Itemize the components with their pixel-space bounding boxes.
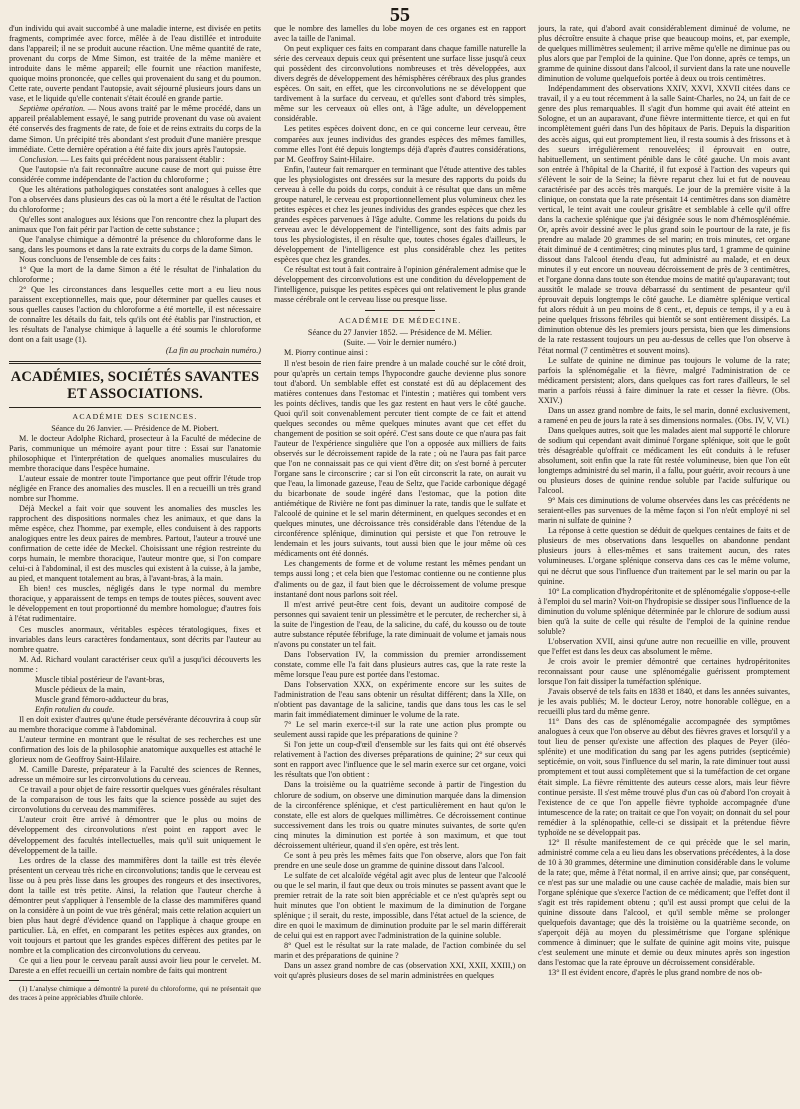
conclusion-label: Conclusion. bbox=[19, 154, 59, 164]
paragraph: L'auteur essaie de montrer toute l'importance que peut offrir l'étude trop négligée en France des anomalies des muscles. Il en a recueilli un très grand nombre sur l'homme. bbox=[9, 473, 261, 503]
paragraph: 2° Que les circonstances dans lesquelles cette mort a eu lieu nous paraissent exceptionnelles, mais que, pour déterminer par quelles causes et sous quelles causes l'action du chloroforme a été mortelle, il est nécessaire de connaître les détails du fait, tels qu'ils ont été établis par l'instruction, et les résultats de l'analyse chimique à laquelle a été soumis le chloroforme dont on a fait usage (1). bbox=[9, 285, 261, 345]
paragraph: Le sulfate de quinine ne diminue pas toujours le volume de la rate; parfois la splénomégalie et la fièvre, malgré l'administration de ce médicament persistent; alors, dans quelques cas fort rares d'ailleurs, le sel marin a parfois réussi à faire diminuer la rate et cesser la fièvre. (Obs. XXIV.) bbox=[538, 355, 790, 405]
to-be-continued: (La fin au prochain numéro.) bbox=[165, 345, 261, 355]
paragraph: J'avais observé de tels faits en 1838 et 1840, et dans les années suivantes, je les avais publiés; M. le docteur Leroy, notre honorable collègue, en a recueilli plus tard du même genre. bbox=[538, 687, 790, 717]
muscle-list bbox=[9, 675, 261, 715]
paragraph: Il n'est besoin de rien faire prendre à un malade couché sur le côté droit, pour qu'après un certain temps l'hypocondre gauche devienne plus sonore tout d'abord. Un semblable effet est constaté est dû au déplacement des matières contenues dans l'estomac et l'intestin ; matières qui tombent vers les points déclives, tandis que les gaz restent en haut vers le côté gauche. Quoi qu'il soit convenablement percuter tient compte de ce fait et attend quelques secondes ou même quelques minutes avant que cet effet du changement de position se soit opéré. C'est sans doute ce que n'aura pas fait l'auteur de l'expérience singulière que l'on a opposée aux milliers de faits observés sur le décroissement rapide de la rate ; où ne l'aura pas fait parce que l'on ne connaissait pas ce qui vient d'être dit; on s'est borné à percuter l'organe sans le circonscrire ; car si l'on eût circonscrit la rate, on aurait vu que l'eau, la limonade gazeuse, l'eau de Seltz, que l'acide carbonique dégagé du bicarbonate de soude ingéré dans l'estomac, que la potion dite antiémétique de Rivière ne font pas diminuer la rate, tandis que le sulfate et l'alcoolé de quinine et le sel marin déterminent, en quelques secondes et en quelques minutes, une décroissance très considérable dans l'étendue de la circonférence splénique, diminution qui persiste et que l'on retrouve le lendemain et les jours suivants, tout aussi bien que le jour même où ces médicaments ont été donnés. bbox=[274, 358, 526, 559]
paragraph: Eh bien! ces muscles, négligés dans le type normal du membre thoracique, y apparaissent de temps en temps de toutes pièces, souvent avec le développement en tout proportionné du membre homologue; d'autres fois à l'état rudimentaire. bbox=[9, 584, 261, 624]
paragraph: Que l'analyse chimique a démontré la présence du chloroforme dans le sang, dans les poumons et dans la rate extraits du corps de la dame Simon. bbox=[9, 234, 261, 255]
paragraph: Il en doit exister d'autres qu'une étude persévérante découvrira à coup sûr au membre thoracique comme à l'abdominal. bbox=[9, 714, 261, 734]
paragraph: 8° Quel est le résultat sur la rate malade, de l'action combinée du sel marin et des préparations de quinine ? bbox=[274, 941, 526, 961]
paragraph: Si l'on jette un coup-d'œil d'ensemble sur les faits qui ont été observés relativement à l'action des diverses préparations de quinine; 2° sur ceux qui sont en rapport avec l'influence que le sel marin exerce sur cet organe, voici les résultats que l'on obtient : bbox=[274, 740, 526, 780]
divider bbox=[9, 361, 261, 364]
paragraph: Je crois avoir le premier démontré que certaines hydropéritonites reconnaissant pour cause une splénomégalie guérissent promptement lorsque l'on fait dissiper la tuméfaction splénique. bbox=[538, 656, 790, 687]
paragraph: Nous concluons de l'ensemble de ces faits : bbox=[19, 255, 161, 265]
paragraph: Ce résultat est tout à fait contraire à l'opinion généralement admise que le développement des circonvolutions est une condition du développement de l'intelligence, puisque les petites espèces qui ont relativement le plus grande masse cérébrale ont le cerveau lisse ou presque lisse. bbox=[274, 265, 526, 305]
paragraph: Que les altérations pathologiques constatées sont analogues à celles que l'on a observées dans plusieurs des cas où la mort a été le résultat de l'action du chloroforme ; bbox=[9, 184, 261, 214]
paragraph: Conclusion. — Les faits qui précèdent nous paraissent établir : bbox=[19, 154, 225, 164]
paragraph: Le sulfate de cet alcaloïde végétal agit avec plus de lenteur que l'alcoolé ou que le sel marin, il faut que deux ou trois minutes se passent avant que le premier retrait de la rate soit bien appréciable et ce n'est qu'après sept ou huit minutes que l'on obtient le maximum de la diminution de l'organe splénique ; il serait, du reste, impossible, dans l'état actuel de la science, de dire en quoi le maximum de diminution produite par le sel marin différerait de celui qui est en rapport avec l'administration de la quinine soluble. bbox=[274, 870, 526, 941]
paragraph: On peut expliquer ces faits en comparant dans chaque famille naturelle la série des cerveaux depuis ceux qui présentent une surface lisse jusqu'à ceux qui possèdent des circonvolutions nombreuses et très développées, aux divers degrés de développement des hémisphères cérébraux des plus grandes espèces. On sait, en effet, que les circonvolutions ne se développent que tardivement à la surface du cerveau, et qu'elles sont d'abord très simples, même sur les cerveaux où elles ont, à l'âge adulte, un développement considérable. bbox=[274, 44, 526, 124]
paragraph: M. Ad. Richard voulant caractériser ceux qu'il a jusqu'ici découverts les nomme : bbox=[9, 654, 261, 674]
paragraph: Ces muscles anormaux, véritables espèces tératologiques, fixes et invariables dans leurs caractères fondamentaux, sont décrits par l'auteur au nombre quatre. bbox=[9, 624, 261, 654]
section-heading: ACADÉMIES, SOCIÉTÉS SAVANTES ET ASSOCIATIONS. bbox=[10, 368, 260, 402]
paragraph: L'observation XVII, ainsi qu'une autre non recueillie en ville, prouvent que l'effet est dans les deux cas absolument le même. bbox=[538, 636, 790, 656]
paragraph: Ce sont à peu près les mêmes faits que l'on observe, alors que l'on fait prendre en une seule dose un gramme de quinine dissout dans l'alcool. bbox=[274, 850, 526, 870]
paragraph: jours, la rate, qui d'abord avait considérablement diminué de volume, ne plus décroître ensuite à chaque prise que beaucoup moins, et, par exemple, de quelques millimètres seulement; il arrive même qu'elle ne diminue pas ou plus alors que par l'emploi de la quinine. Que l'on donne, après ce temps, un gramme de quinine dissout dans l'alcool, il survient dans la rate une nouvelle diminution de volume quelquefois portée à deux ou trois centimètres. bbox=[538, 24, 790, 84]
paragraph: 11° Dans des cas de splénomégalie accompagnée des symptômes analogues à ceux que l'on observe au début des fièvres graves et lorsqu'il y a tout lieu de penser qu'existe une affection des plaques de Peyer (iléo-splénite) et une modification du sang par les agens putrides (septicémie) septicémie, on voit, sous l'influence du sel marin, la rate diminuer tout aussi promptement et tout aussi complètement que si la tuméfaction de cet organe était simple. La fièvre rémittente des auteurs cesse alors, mais leur fièvre continue persiste. Il s'est même trouvé plus d'un cas où d'abord l'on croyait à l'existence de ce que l'on appelle fièvre typhoïde accompagnée d'une intumescence de la rate; on traitait ce que l'on voyait; on donnait du sel pour remédier à la splénopathie, celle-ci se dissipait et la prétendue fièvre typhoïde ne se développait pas. bbox=[538, 717, 790, 837]
paragraph: 13° Il est évident encore, d'après le plus grand nombre de nos ob- bbox=[548, 968, 763, 978]
page-number: 55 bbox=[390, 4, 410, 26]
list-item: Muscle tibial postérieur de l'avant-bras, bbox=[35, 674, 165, 684]
sub-heading: ACADÉMIE DES SCIENCES. bbox=[72, 411, 198, 421]
paragraph: 9° Mais ces diminutions de volume observées dans les cas précédents ne seraient-elles pas survenues de la même façon si l'on n'eût employé ni sel marin ni sulfate de quinine ? bbox=[538, 496, 790, 526]
paragraph: Qu'elles sont analogues aux lésions que l'on rencontre chez la plupart des animaux que l'on fait périr par l'action de cette substance ; bbox=[9, 214, 261, 234]
divider bbox=[9, 407, 261, 408]
paragraph: Déjà Meckel a fait voir que souvent les anomalies des muscles les rapprochent des dispositions normales chez les animaux, et que dans la même espèce, chez l'homme, par exemple, elles conduisent à des rapports analogiques entre les deux paires de membres. Partout, l'auteur a trouvé une confirmation de cette idée de Meckel. Choisissant une région restreinte du corps humain, le membre thoracique, l'auteur montre que, si l'on compare celui-ci à l'abdominal, il est des muscles qui existent à la cuisse, à la jambe, au pied, et manquent totalement au bras, à l'avant-bras, à la main. bbox=[9, 503, 261, 584]
list-item: Muscle pédieux de la main, bbox=[35, 684, 126, 694]
session-line: Séance du 26 Janvier. — Présidence de M. Piobert. bbox=[51, 423, 219, 433]
paragraph: Que l'autopsie n'a fait reconnaître aucune cause de mort qui puisse être considérée comme indépendante de l'action du chloroforme ; bbox=[9, 164, 261, 184]
paragraph: 12° Il résulte manifestement de ce qui précède que le sel marin, administré comme cela a eu lieu dans les observations précédentes, à la dose de 10 à 30 grammes, détermine une diminution considérable dans le volume de la rate; que, même à l'état normal, il en arrive ainsi; que, par conséquent, ce n'est pas sur une maladie ou une cause cachée de maladie, mais bien sur l'organe splénique que s'exerce l'action de ce médicament; que l'effet dont il s'agit est très rapidement obtenu ; qu'il est aussi prompt que celui de la quinine dissoute dans l'alcool, et qu'il semble même se prolonger quelquefois davantage; que dès la troisième ou la quatrième seconde, on s'aperçoit déjà au moyen du plessimétrisme que l'organe splénique commence à diminuer; que le sulfate de quinine agit moins vite, puisque c'est seulement une minute et demie ou deux minutes après son ingestion dans l'estomac que la rate éprouve un décroissement considérable. bbox=[538, 837, 790, 968]
paragraph: M. le docteur Adolphe Richard, prosecteur à la Faculté de médecine de Paris, communique un mémoire ayant pour titre : Essai sur l'anatomie philosophique et l'interprétation de quelques anomalies musculaires du membre thoracique dans l'espèce humaine. bbox=[9, 433, 261, 473]
paragraph: Dans l'observation XXX, on expérimente encore sur les suites de l'administration de l'eau sans obtenir un résultat différent; dans la XIIe, on n'obtient pas davantage de la salicine, tandis que dans tous les cas le sel marin fait immédiatement diminuer le volume de la rate. bbox=[274, 680, 526, 720]
operation-label: Septième opération. bbox=[19, 104, 86, 114]
paragraph: Dans un assez grand nombre de cas (observation XXI, XXII, XXIII,) on voit qu'après plusieurs doses de sel marin administrées en quelques bbox=[274, 961, 526, 981]
list-item: Muscle grand fémoro-adducteur du bras, bbox=[35, 694, 169, 704]
paragraph: Dans la troisième ou la quatrième seconde à partir de l'ingestion du chlorure de sodium, on observe une diminution marquée dans la dimension de la circonférence splénique, et c'est particulièrement en haut qu'on le constate, elle est alors de quelques millimètres. Ce décroissement continue successivement dans les trois ou quatre minutes suivantes, de sorte qu'en cinq minutes la diminution est portée à son maximum, et que tout décroissement ultérieur, quand il s'en opère, est très lent. bbox=[274, 780, 526, 850]
paragraph: Septième opération. — Nous avons traité par le même procédé, dans un appareil préalablement essayé, le sang putride provenant du vase où avaient été conservés des fragments de rate, de foie et de reins extraits du corps de la dame Simon. Un précipité très abondant s'est produit d'une manière presque immédiate. Cette dernière opération a été faite dix jours après l'autopsie. bbox=[9, 104, 261, 154]
divider bbox=[365, 310, 435, 311]
paragraph: Les ordres de la classe des mammifères dont la taille est très élevée présentent un cerveau très riche en circonvolutions; tandis que le cerveau est lisse ou à peu près lisse dans les groupes des rongeurs et des insectivores, dont la taille est très petite. Ainsi, la relation que l'auteur cherche à démontrer peut s'appliquer à l'ensemble de la classe des mammifères quand on la considère à un point de vue très général; mais cette relation acquiert un bien plus haut degré d'évidence quand on l'applique à chaque groupe en particulier. Là, en effet, en comparant les petites espèces aux grandes, on voit toujours et partout que les grandes espèces diffèrent des petites par le nombre et la complication des circonvolutions du cerveau. bbox=[9, 855, 261, 956]
paragraph: 10° La complication d'hydropéritonite et de splénomégalie s'oppose-t-elle à l'emploi du sel marin? Voit-on l'hydropisie se dissiper sous l'influence de la diminution du volume splénique déterminée par le chlorure de sodium aussi bien qu'à la suite de celle qui résulte de l'emploi de la quinine rendue soluble? bbox=[538, 586, 790, 636]
paragraph: Ce travail a pour objet de faire ressortir quelques vues générales résultant de la comparaison de tous les faits que la science possède au sujet des circonvolutions du cerveau des mammifères. bbox=[9, 785, 261, 815]
column-1 bbox=[9, 24, 261, 1104]
paragraph: que le nombre des lamelles du lobe moyen de ces organes est en rapport avec la taille de l'animal. bbox=[274, 24, 526, 44]
paragraph: La réponse à cette question se déduit de quelques centaines de faits et de plusieurs de mes observations dans lesquelles on abandonne pendant plusieurs jours à elles-mêmes et sans traitement aucun, des rates volumineuses. L'organe splénique conserva dans ces cas le même volume, qui ne décrut que sous l'influence d'un traitement par le sel marin ou par la quinine. bbox=[538, 526, 790, 586]
paragraph: Indépendamment des observations XXIV, XXVI, XXVII citées dans ce travail, il y a eu tout récemment à la salle Saint-Charles, no 24, un fait de ce genre des plus remarquables. Il s'agit d'un homme qui avait été atteint en Sologne, et un an auparavant, d'une fièvre intermittente tierce, et qui en fut incomplètement guéri dans l'un des hôpitaux de Paris. Depuis la disparition des accès aigus, qui eut promptement lieu, il resta soumis à des frissons et à des sueurs irrégulièrement renouvelées; il éprouvait en outre, habituellement, un sentiment pénible dans le côté gauche. Un mois avant son entrée à l'hôpital de la Charité, il fut exposé à l'action des vapeurs qui s'élèvent le soir de la Seine; la fièvre reparut chez lui et fut de nouveau caractérisée par des accès très marqués. Le jour de la première visite à la clinique, on constata que la rate présentait 14 centimètres dans son diamètre vertical, le teint avait une couleur grisâtre et semblable à celle qu'il offre dans la cachexie splénique que j'ai désignée sous le nom d'hémosplénémie. Or, après avoir dessiné avec le plus grand soin le pourtour de la rate, je fis prendre au malade 20 grammes de sel marin; en trois minutes, cet organe était diminué de 4 centimètres; cinq minutes plus tard, 1 gramme de quinine dissout dans l'alcool étendu d'eau, fut administré au malade, et en deux minutes il y eut encore un nouveau décroissement de près de 3 centimètres, et l'organe donna dans toute son étendue moins de matité qu'auparavant; tout aussitôt le malade se trouva débarrassé du sentiment de pesanteur qu'il éprouvait depuis longtemps le côté gauche. Le diamètre splénique vertical fut alors réduit à un peu moins de 8 cent., et, depuis ce temps, il y a eu à peine quelques frissons fébriles qui bientôt se sont entièrement dissipés. La diminution obtenue dès les premiers jours persista, bien que les dimensions de la rate restassent toujours un peu au-dessus de celles que l'on observe à l'état normal (7 centimètres et souvent moins). bbox=[538, 84, 790, 355]
paragraph: Dans quelques autres, soit que les malades aient mal supporté le chlorure de sodium qui cependant avait diminué l'organe splénique, soit que le goût très désagréable qu'offrait ce médicament les eût conduits à le refuser absolument, soit enfin que la rate fût restée volumineuse, bien que l'on eût longtemps administré du sel marin, il a fallu, pour guérir, avoir recours à une ou plusieurs doses de quinine rendue soluble par l'acide sulfurique ou l'alcool. bbox=[538, 425, 790, 496]
paragraph: L'auteur termine en montrant que le résultat de ses recherches est une confirmation des lois de la philosophie anatomique auxquelles est attaché le glorieux nom de Geoffroy Saint-Hilaire. bbox=[9, 735, 261, 765]
paragraph: M. Camille Dareste, préparateur à la Faculté des sciences de Rennes, adresse un mémoire sur les circonvolutions du cerveau. bbox=[9, 765, 261, 785]
paragraph: Il m'est arrivé peut-être cent fois, devant un auditoire composé de personnes qui savaient tenir un plessimètre et le percuter, de rechercher si, à la suite de l'ingestion de l'eau, de la salicine, du café, du kousso ou de toute autre substance réputée fébrifuge, la rate diminuait de volume et jamais nous n'avons pu constater un tel fait. bbox=[274, 599, 526, 649]
paragraph: Enfin, l'auteur fait remarquer en terminant que l'étude attentive des tables que les physiologistes ont dressées sur la mesure des rapports du poids du cerveau à celle du poids du corps, conduit à ce résultat que dans un même groupe naturel, le cerveau est proportionnellement plus volumineux chez les petites espèces et chez les jeunes individus des grandes espèces que chez les grandes espèces parvenues à l'âge adulte. Comme les relations du poids du cerveau avec le développement de l'intelligence, sont des faits admis par tous les physiologistes, il en résulte que, toutes choses égales d'ailleurs, le développement de l'intelligence est plus considérable chez les petites espèces que chez les grandes. bbox=[274, 164, 526, 265]
session-line: Séance du 27 Janvier 1852. — Présidence de M. Mélier. bbox=[307, 328, 493, 338]
sub-heading: ACADÉMIE DE MÉDECINE. bbox=[338, 316, 462, 326]
paragraph: 1° Que la mort de la dame Simon a été le résultat de l'inhalation du chloroforme ; bbox=[9, 265, 261, 285]
column-3 bbox=[538, 24, 790, 1104]
footnote-divider bbox=[9, 980, 99, 981]
paragraph: Les petites espèces doivent donc, en ce qui concerne leur cerveau, être comparées aux jeunes individus des grandes espèces des mêmes familles, comme elles l'ont été depuis longtemps déjà d'après d'autres considérations, par M. Geoffroy Saint-Hilaire. bbox=[274, 124, 526, 164]
paragraph: L'auteur croit être arrivé à démontrer que le plus ou moins de développement des circonvolutions n'est point en rapport avec le développement des facultés intellectuelles, mais qu'il suit uniquement le développement de la taille. bbox=[9, 815, 261, 855]
paragraph: Dans l'observation IV, la commission du premier arrondissement constate, comme elle l'a fait dans plusieurs autres cas, que la rate reste la même lorsque l'eau pure est portée dans l'estomac. bbox=[274, 649, 526, 679]
paragraph: Dans un assez grand nombre de faits, le sel marin, donné exclusivement, a ramené en peu de jours la rate à ses dimensions normales. (Obs. IV, V, VI.) bbox=[538, 405, 790, 425]
paragraph: Les changements de forme et de volume restant les mêmes pendant un temps aussi long ; et cela bien que l'estomac contienne ou ne contienne plus d'aliments ou de gaz, il faut bien que le décroissement de volume presque instantané dont nous parlons soit réel. bbox=[274, 559, 526, 599]
paragraph: M. Piorry continue ainsi : bbox=[284, 348, 368, 358]
paragraph: Ce qui a lieu pour le cerveau paraît aussi avoir lieu pour le cervelet. M. Dareste a en effet recueilli un certain nombre de faits qui montrent bbox=[9, 956, 261, 976]
paragraph: 7° Le sel marin exerce-t-il sur la rate une action plus prompte ou seulement aussi rapide que les préparations de quinine ? bbox=[274, 720, 526, 740]
column-2 bbox=[274, 24, 526, 1104]
footnote: (1) L'analyse chimique a démontré la pureté du chloroforme, qui ne présentait que des traces à peine appréciables d'huile chlorée. bbox=[9, 985, 261, 1002]
continuation-note: (Suite. — Voir le dernier numéro.) bbox=[343, 338, 457, 348]
list-item: Enfin rotulien du coude. bbox=[35, 704, 115, 714]
paragraph: d'un individu qui avait succombé à une maladie interne, est divisée en petits fragments, comprimée avec force, mêlée à de l'eau distillée et introduite dans l'appareil; il ne se produit aucune réaction. Une même quantité de rate, provenant du corps de Mme Simon, est traitée de la même manière et introduite dans le même appareil; elle fournit une réaction manifeste, quoique moins prononcée, que celles qui provenaient du sang et du poumon. Cette rate, ouverte pendant l'autopsie, avait séjourné plusieurs jours dans un vase, et le liquide qu'elle contenait s'était écoulé en grande partie. bbox=[9, 24, 261, 104]
